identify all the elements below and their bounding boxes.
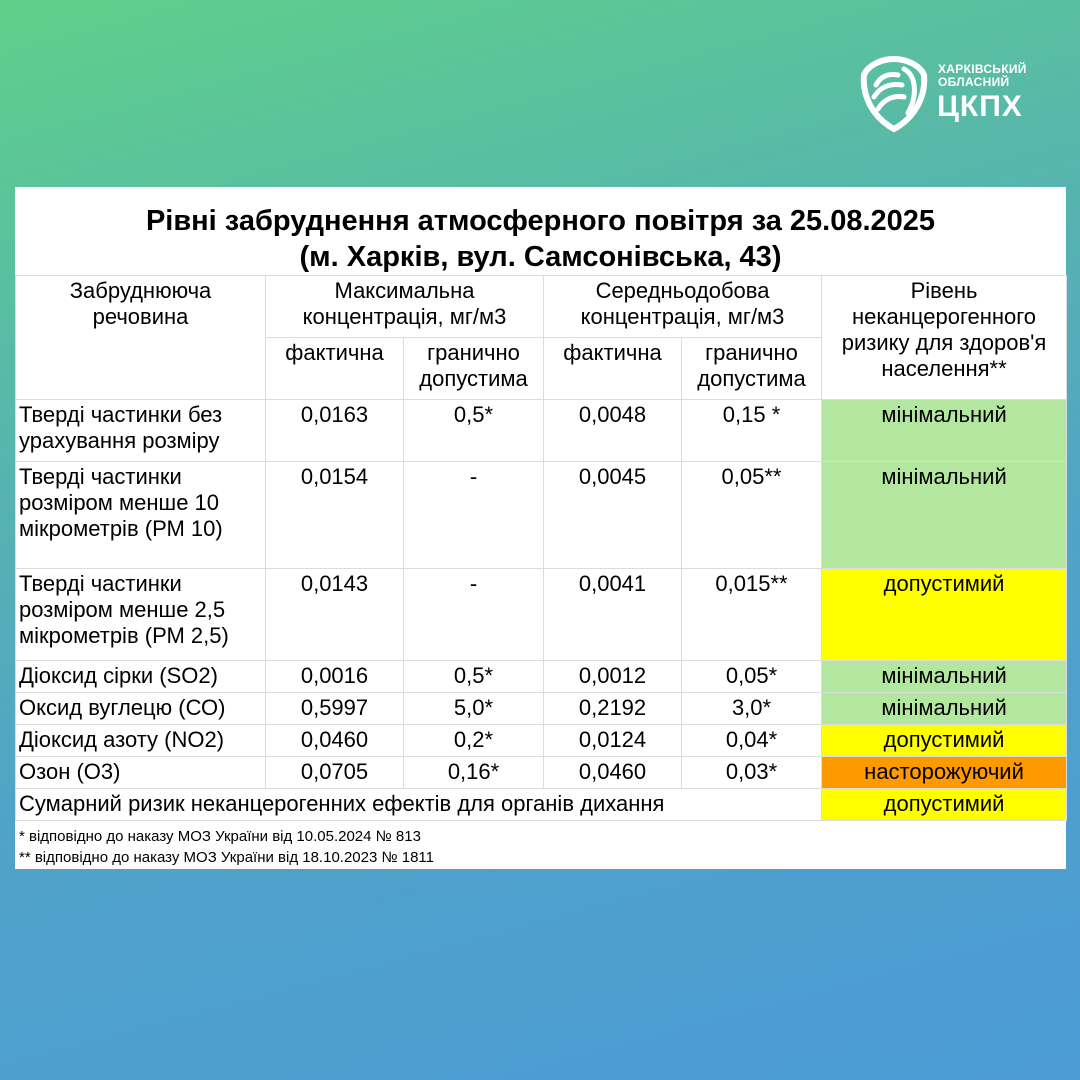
risk-cell: мінімальний	[822, 661, 1067, 693]
avg-actual-cell: 0,2192	[544, 693, 682, 725]
header-substance: Забруднююча речовина	[16, 276, 266, 400]
substance-cell: Тверді частинки розміром менше 2,5 мікрометрів (РМ 2,5)	[16, 569, 266, 661]
risk-cell: допустимий	[822, 725, 1067, 757]
substance-cell: Тверді частинки без урахування розміру	[16, 400, 266, 462]
risk-cell: мінімальний	[822, 693, 1067, 725]
avg-actual-cell: 0,0048	[544, 400, 682, 462]
avg-limit-cell: 0,03*	[682, 757, 822, 789]
max-actual-cell: 0,0154	[266, 462, 404, 569]
max-limit-cell: 0,16*	[404, 757, 544, 789]
header-risk-level: Рівень неканцерогенного ризику для здоров'я населення**	[822, 276, 1067, 400]
pollution-table	[15, 275, 1067, 821]
shield-logo-icon	[858, 55, 930, 133]
max-limit-cell: 0,5*	[404, 400, 544, 462]
avg-limit-cell: 3,0*	[682, 693, 822, 725]
substance-cell: Озон (О3)	[16, 757, 266, 789]
avg-actual-cell: 0,0041	[544, 569, 682, 661]
table-row	[16, 693, 1067, 725]
table-row	[16, 462, 1067, 569]
avg-actual-cell: 0,0045	[544, 462, 682, 569]
max-actual-cell: 0,5997	[266, 693, 404, 725]
avg-actual-cell: 0,0124	[544, 725, 682, 757]
summary-risk: допустимий	[822, 789, 1067, 821]
table-row	[16, 725, 1067, 757]
avg-limit-cell: 0,015**	[682, 569, 822, 661]
header-avg-actual: фактична	[544, 338, 682, 400]
risk-cell: насторожуючий	[822, 757, 1067, 789]
max-actual-cell: 0,0705	[266, 757, 404, 789]
cikph-logo	[858, 55, 1038, 135]
summary-row	[16, 789, 1067, 821]
header-avg-concentration: Середньодобова концентрація, мг/м3	[544, 276, 822, 338]
logo-text-abbr: ЦКПХ	[937, 90, 1023, 123]
risk-cell: мінімальний	[822, 462, 1067, 569]
header-max-actual: фактична	[266, 338, 404, 400]
table-row	[16, 400, 1067, 462]
max-actual-cell: 0,0163	[266, 400, 404, 462]
avg-limit-cell: 0,05*	[682, 661, 822, 693]
max-actual-cell: 0,0460	[266, 725, 404, 757]
logo-text-line2: ОБЛАСНИЙ	[938, 75, 1010, 89]
table-row	[16, 569, 1067, 661]
table-row	[16, 757, 1067, 789]
max-limit-cell: 5,0*	[404, 693, 544, 725]
substance-cell: Діоксид сірки (SO2)	[16, 661, 266, 693]
risk-cell: допустимий	[822, 569, 1067, 661]
report-title: Рівні забруднення атмосферного повітря за 25.08.2025	[145, 205, 936, 237]
footnotes	[19, 826, 434, 868]
header-max-concentration: Максимальна концентрація, мг/м3	[266, 276, 544, 338]
max-limit-cell: -	[404, 569, 544, 661]
substance-cell: Тверді частинки розміром менше 10 мікрометрів (РМ 10)	[16, 462, 266, 569]
footnote-1: * відповідно до наказу МОЗ України від 10.05.2024 № 813	[19, 828, 421, 845]
header-avg-limit: гранично допустима	[682, 338, 822, 400]
risk-cell: мінімальний	[822, 400, 1067, 462]
max-actual-cell: 0,0016	[266, 661, 404, 693]
logo-text-line1: ХАРКІВСЬКИЙ	[938, 62, 1027, 76]
substance-cell: Діоксид азоту (NO2)	[16, 725, 266, 757]
avg-limit-cell: 0,15 *	[682, 400, 822, 462]
avg-limit-cell: 0,04*	[682, 725, 822, 757]
avg-actual-cell: 0,0012	[544, 661, 682, 693]
max-actual-cell: 0,0143	[266, 569, 404, 661]
report-location: (м. Харків, вул. Самсонівська, 43)	[299, 241, 782, 273]
table-row	[16, 661, 1067, 693]
max-limit-cell: -	[404, 462, 544, 569]
summary-label: Сумарний ризик неканцерогенних ефектів для органів дихання	[16, 789, 822, 821]
header-max-limit: гранично допустима	[404, 338, 544, 400]
pollution-report-panel	[15, 187, 1066, 869]
avg-actual-cell: 0,0460	[544, 757, 682, 789]
footnote-2: ** відповідно до наказу МОЗ України від 18.10.2023 № 1811	[19, 849, 435, 866]
avg-limit-cell: 0,05**	[682, 462, 822, 569]
max-limit-cell: 0,2*	[404, 725, 544, 757]
substance-cell: Оксид вуглецю (СО)	[16, 693, 266, 725]
max-limit-cell: 0,5*	[404, 661, 544, 693]
